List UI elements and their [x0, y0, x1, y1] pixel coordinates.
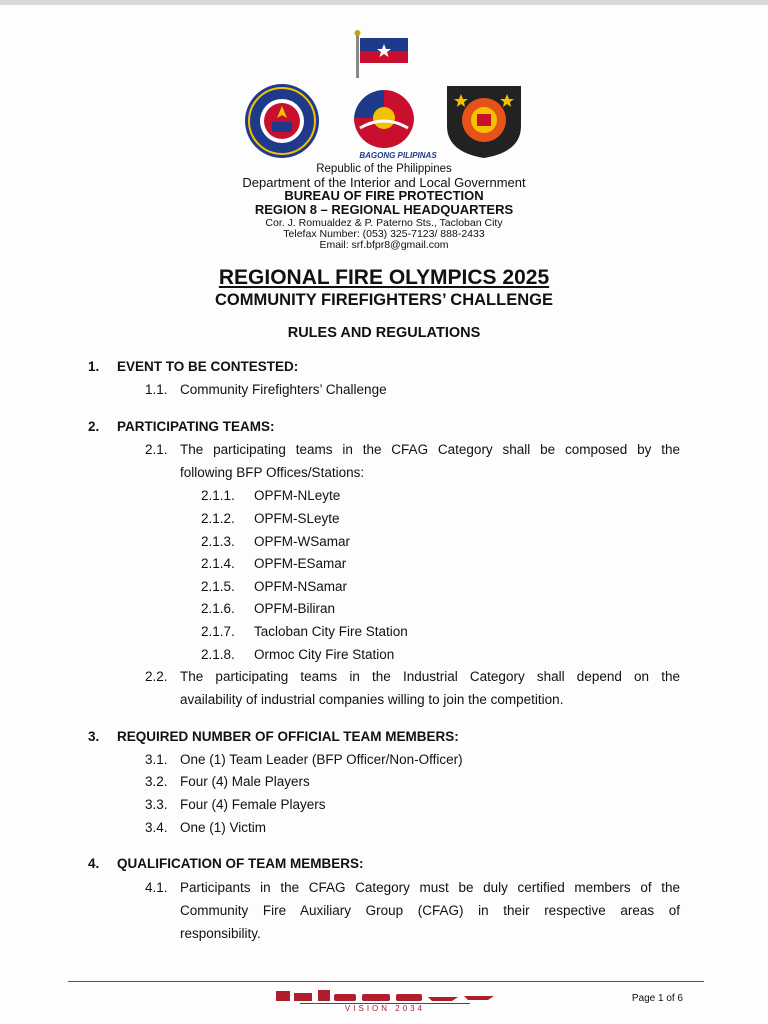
vision-emblem: [272, 985, 500, 1003]
item-2-2-line1: The participating teams in the Industrial Category shall depend on the: [180, 669, 680, 684]
item-1-1-number: 1.1.: [145, 382, 168, 397]
list-item: 3.3.: [145, 797, 168, 812]
list-item: OPFM-Biliran: [254, 601, 336, 616]
department-line: Department of the Interior and Local Government: [242, 175, 526, 190]
section-1-number: 1.: [88, 359, 100, 374]
list-item: Four (4) Female Players: [180, 797, 326, 812]
bureau-line: BUREAU OF FIRE PROTECTION: [284, 188, 484, 203]
list-item: 3.2.: [145, 774, 168, 789]
rules-heading: RULES AND REGULATIONS: [287, 325, 481, 341]
item-4-1-line1: Participants in the CFAG Category must be duly certified members of the: [180, 880, 680, 895]
item-2-1-number: 2.1.: [145, 442, 168, 457]
list-item: 2.1.7.: [201, 624, 235, 639]
list-item: Tacloban City Fire Station: [254, 624, 408, 639]
list-item: One (1) Victim: [180, 820, 267, 835]
list-item: One (1) Team Leader (BFP Officer/Non-Officer): [180, 752, 463, 767]
list-item: Ormoc City Fire Station: [254, 647, 395, 662]
bfp-seal-left: [234, 82, 330, 160]
item-4-1-number: 4.1.: [145, 880, 168, 895]
list-item: OPFM-WSamar: [254, 534, 350, 549]
list-item: 2.1.5.: [201, 579, 235, 594]
item-1-1-text: Community Firefighters’ Challenge: [180, 382, 387, 397]
list-item: 2.1.2.: [201, 511, 235, 526]
footer-divider: [68, 981, 704, 982]
document-subtitle: COMMUNITY FIREFIGHTERS’ CHALLENGE: [215, 291, 553, 309]
section-4-title: QUALIFICATION OF TEAM MEMBERS:: [117, 856, 364, 871]
telefax-line: Telefax Number: (053) 325-7123/ 888-2433: [283, 228, 485, 240]
item-4-1-line3: responsibility.: [180, 926, 261, 941]
email-line: Email: srf.bfpr8@gmail.com: [319, 239, 449, 251]
section-1-title: EVENT TO BE CONTESTED:: [117, 359, 299, 374]
document-title: REGIONAL FIRE OLYMPICS 2025: [218, 266, 550, 289]
item-2-1-line2: following BFP Offices/Stations:: [180, 465, 365, 480]
scan-top-edge: [0, 0, 768, 5]
section-3-number: 3.: [88, 729, 100, 744]
list-item: 2.1.1.: [201, 488, 235, 503]
list-item: 2.1.4.: [201, 556, 235, 571]
address-line: Cor. J. Romualdez & P. Paterno Sts., Tacloban City: [265, 217, 503, 229]
list-item: OPFM-SLeyte: [254, 511, 340, 526]
list-item: 2.1.6.: [201, 601, 235, 616]
bagong-pilipinas-logo: [346, 84, 422, 152]
list-item: 3.4.: [145, 820, 168, 835]
bfp-seal-right: [441, 80, 527, 160]
list-item: OPFM-ESamar: [254, 556, 347, 571]
region-line: REGION 8 – REGIONAL HEADQUARTERS: [254, 202, 514, 217]
flag-icon: [350, 30, 412, 80]
list-item: 2.1.3.: [201, 534, 235, 549]
list-item: OPFM-NLeyte: [254, 488, 341, 503]
item-2-2-line2: availability of industrial companies willing to join the competition.: [180, 692, 564, 707]
item-2-2-number: 2.2.: [145, 669, 168, 684]
list-item: 2.1.8.: [201, 647, 235, 662]
section-3-title: REQUIRED NUMBER OF OFFICIAL TEAM MEMBERS:: [117, 729, 459, 744]
section-2-title: PARTICIPATING TEAMS:: [117, 419, 275, 434]
republic-line: Republic of the Philippines: [316, 163, 452, 175]
section-4-number: 4.: [88, 856, 100, 871]
bagong-pilipinas-caption: BAGONG PILIPINAS: [359, 151, 437, 160]
vision-label: VISION 2034: [344, 1004, 426, 1013]
item-4-1-line2: Community Fire Auxiliary Group (CFAG) in their respective areas of: [180, 903, 680, 918]
page-number: Page 1 of 6: [631, 993, 683, 1004]
section-2-number: 2.: [88, 419, 100, 434]
item-2-1-line1: The participating teams in the CFAG Category shall be composed by the: [180, 442, 680, 457]
list-item: Four (4) Male Players: [180, 774, 310, 789]
list-item: OPFM-NSamar: [254, 579, 348, 594]
list-item: 3.1.: [145, 752, 168, 767]
